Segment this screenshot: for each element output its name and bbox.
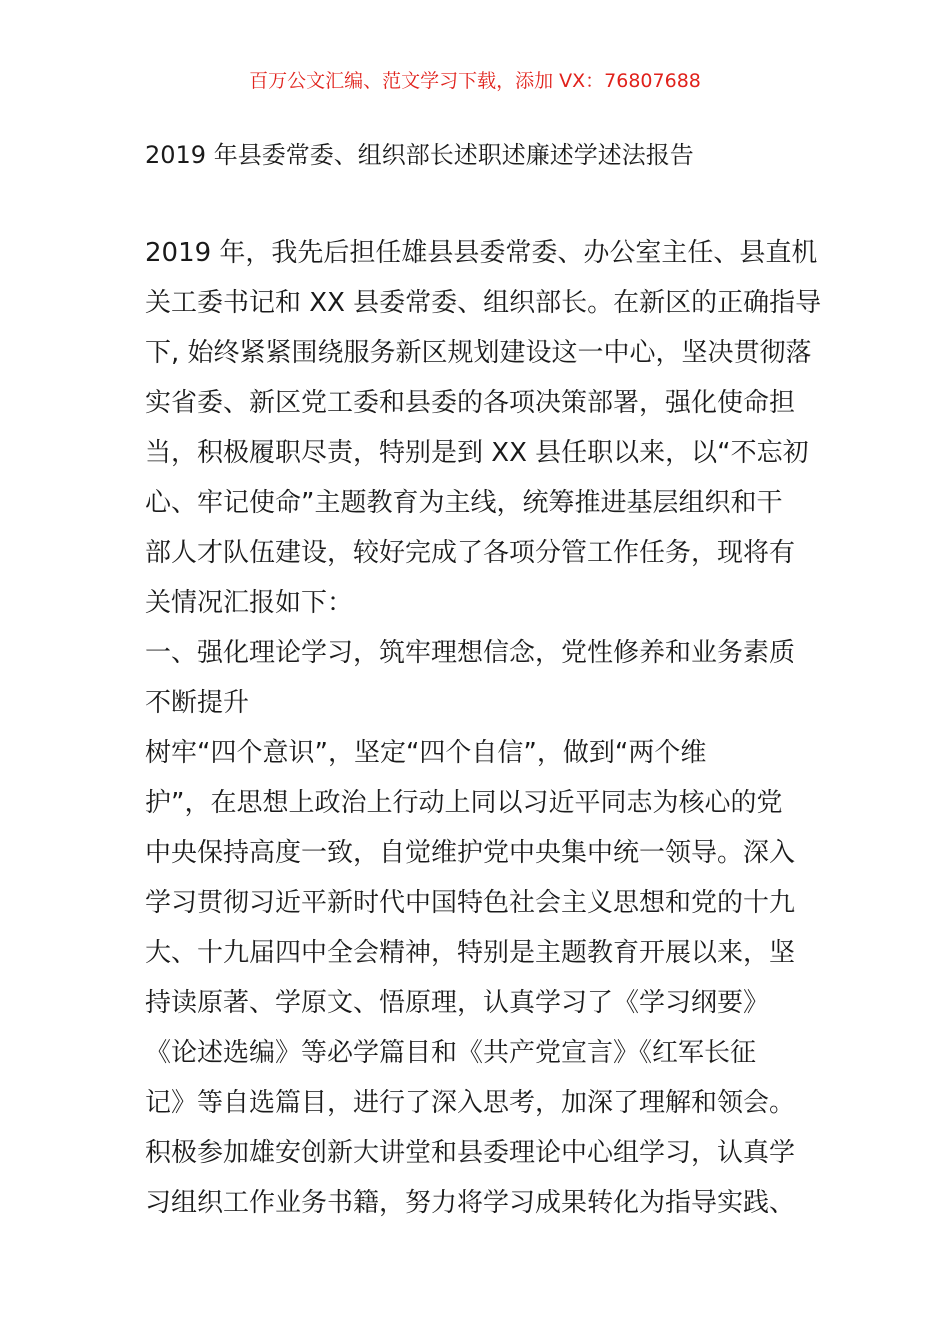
body-line: 大、十九届四中全会精神，特别是主题教育开展以来，坚 [145,938,796,968]
body-line: 部人才队伍建设，较好完成了各项分管工作任务，现将有 [145,538,796,568]
body-line: 记》等自选篇目，进行了深入思考，加深了理解和领会。 [145,1088,796,1118]
body-line: 心、牢记使命”主题教育为主线，统筹推进基层组织和干 [145,488,783,518]
body-line: 《论述选编》等必学篇目和《共产党宣言》《红军长征 [145,1038,757,1068]
body-line: 积极参加雄安创新大讲堂和县委理论中心组学习，认真学 [145,1138,796,1168]
body-line: 习组织工作业务书籍，努力将学习成果转化为指导实践、 [145,1188,796,1218]
body-line: 护”，在思想上政治上行动上同以习近平同志为核心的党 [145,788,783,818]
body-line: 关工委书记和 XX 县委常委、组织部长。在新区的正确指导 [145,288,822,318]
body-line: 关情况汇报如下： [145,588,354,618]
body-line: 2019 年，我先后担任雄县县委常委、办公室主任、县直机 [145,238,818,268]
header-promo-note: 百万公文汇编、范文学习下载，添加 VX：76807688 [249,70,701,92]
body-line: 实省委、新区党工委和县委的各项决策部署，强化使命担 [145,388,796,418]
body-line: 当，积极履职尽责，特别是到 XX 县任职以来，以“不忘初 [145,438,809,468]
body-line: 中央保持高度一致，自觉维护党中央集中统一领导。深入 [145,838,796,868]
body-line: 学习贯彻习近平新时代中国特色社会主义思想和党的十九 [145,888,796,918]
body-line: 持读原著、学原文、悟原理，认真学习了《学习纲要》 [145,988,770,1018]
document-title: 2019 年县委常委、组织部长述职述廉述学述法报告 [145,141,694,169]
section-heading: 一、强化理论学习，筑牢理想信念，党性修养和业务素质 [145,638,796,668]
body-line: 下, 始终紧紧围绕服务新区规划建设这一中心，坚决贯彻落 [145,338,812,368]
body-text [145,228,825,1228]
section-heading: 不断提升 [145,688,250,718]
body-line: 树牢“四个意识”，坚定“四个自信”，做到“两个维 [145,738,707,768]
